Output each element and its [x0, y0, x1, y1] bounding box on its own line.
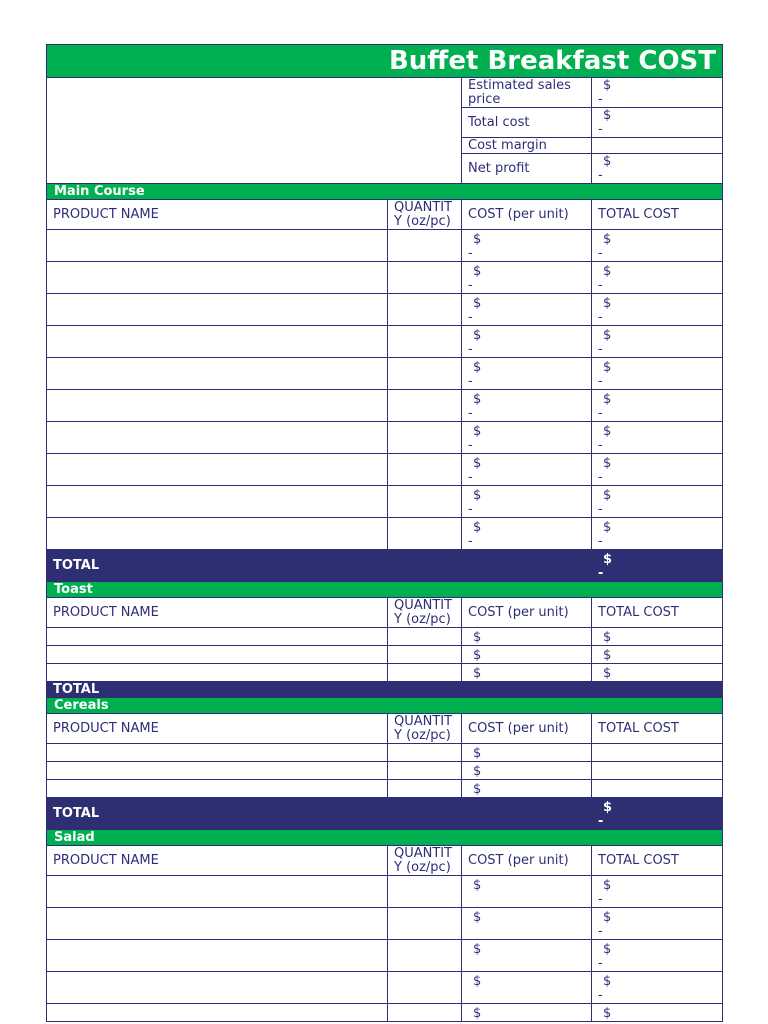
currency-symbol: $	[473, 942, 482, 957]
currency-symbol: $	[603, 488, 612, 503]
currency-symbol: $	[473, 392, 482, 407]
quantity-input[interactable]	[388, 518, 462, 550]
product-name-input[interactable]	[47, 294, 388, 326]
currency-symbol: $	[603, 942, 612, 957]
total-cost-value	[592, 358, 723, 390]
product-name-input[interactable]	[47, 664, 388, 682]
page-title: Buffet Breakfast COST	[47, 45, 723, 78]
currency-symbol: $	[473, 488, 482, 503]
col-total-cost: TOTAL COST	[592, 846, 723, 876]
total-label: TOTAL	[47, 798, 592, 830]
quantity-input[interactable]	[388, 422, 462, 454]
money-value: -	[468, 342, 473, 357]
currency-symbol: $	[473, 520, 482, 535]
cost-sheet	[46, 44, 722, 1022]
currency-symbol: $	[603, 648, 612, 663]
money-value: -	[598, 892, 603, 907]
total-label: TOTAL	[47, 550, 592, 582]
summary-label: Cost margin	[462, 138, 592, 154]
quantity-input[interactable]	[388, 390, 462, 422]
money-value: -	[598, 956, 603, 971]
product-name-input[interactable]	[47, 780, 388, 798]
currency-symbol: $	[603, 360, 612, 375]
col-quantity: QUANTITY (oz/pc)	[388, 598, 462, 628]
cost-per-unit-input[interactable]	[462, 230, 592, 262]
quantity-input[interactable]	[388, 744, 462, 762]
summary-label: Estimated sales price	[462, 78, 592, 108]
currency-symbol: $	[603, 800, 613, 815]
cost-per-unit-input[interactable]	[462, 486, 592, 518]
quantity-input[interactable]	[388, 762, 462, 780]
col-total-cost: TOTAL COST	[592, 598, 723, 628]
currency-symbol: $	[603, 552, 613, 567]
product-name-input[interactable]	[47, 422, 388, 454]
money-value: -	[468, 502, 473, 517]
total-cost-value	[592, 780, 723, 798]
currency-symbol: $	[603, 328, 612, 343]
section-title-cereals: Cereals	[47, 698, 723, 714]
product-name-input[interactable]	[47, 390, 388, 422]
product-name-input[interactable]	[47, 1004, 388, 1022]
currency-symbol: $	[473, 746, 482, 761]
cost-per-unit-input[interactable]	[462, 454, 592, 486]
currency-symbol: $	[603, 154, 612, 169]
money-value: -	[468, 406, 473, 421]
currency-symbol: $	[473, 1006, 482, 1021]
currency-symbol: $	[473, 764, 482, 779]
summary-value[interactable]	[592, 138, 723, 154]
money-value: -	[468, 534, 473, 549]
col-total-cost: TOTAL COST	[592, 200, 723, 230]
total-cost-value	[592, 908, 723, 940]
col-product-name: PRODUCT NAME	[47, 714, 388, 744]
money-value: -	[598, 310, 603, 325]
currency-symbol: $	[473, 782, 482, 797]
cost-per-unit-input[interactable]	[462, 422, 592, 454]
total-value	[592, 550, 723, 582]
total-value	[592, 682, 723, 698]
money-value: -	[598, 502, 603, 517]
cost-per-unit-input[interactable]	[462, 646, 592, 664]
currency-symbol: $	[473, 232, 482, 247]
quantity-input[interactable]	[388, 486, 462, 518]
section-title-main: Main Course	[47, 184, 723, 200]
cost-per-unit-input[interactable]	[462, 762, 592, 780]
product-name-input[interactable]	[47, 908, 388, 940]
money-value: -	[598, 438, 603, 453]
total-value	[592, 798, 723, 830]
money-value: -	[598, 988, 603, 1003]
product-name-input[interactable]	[47, 876, 388, 908]
money-value: -	[598, 534, 603, 549]
col-total-cost: TOTAL COST	[592, 714, 723, 744]
quantity-input[interactable]	[388, 628, 462, 646]
currency-symbol: $	[603, 1006, 612, 1021]
cost-per-unit-input[interactable]	[462, 390, 592, 422]
currency-symbol: $	[473, 328, 482, 343]
total-cost-value	[592, 390, 723, 422]
money-value: -	[468, 310, 473, 325]
section-title-salad: Salad	[47, 830, 723, 846]
quantity-input[interactable]	[388, 664, 462, 682]
money-value: -	[598, 168, 603, 183]
total-cost-value	[592, 326, 723, 358]
money-value: -	[468, 438, 473, 453]
cost-per-unit-input[interactable]	[462, 628, 592, 646]
cost-table	[46, 44, 723, 1022]
quantity-input[interactable]	[388, 940, 462, 972]
quantity-input[interactable]	[388, 358, 462, 390]
summary-value[interactable]	[592, 78, 723, 108]
total-cost-value	[592, 876, 723, 908]
product-name-input[interactable]	[47, 646, 388, 664]
money-value: -	[598, 342, 603, 357]
col-product-name: PRODUCT NAME	[47, 200, 388, 230]
product-name-input[interactable]	[47, 326, 388, 358]
total-cost-value	[592, 762, 723, 780]
money-value: -	[598, 566, 604, 581]
summary-blank	[47, 78, 462, 184]
cost-per-unit-input[interactable]	[462, 780, 592, 798]
quantity-input[interactable]	[388, 908, 462, 940]
total-cost-value	[592, 1004, 723, 1022]
total-cost-value	[592, 940, 723, 972]
quantity-input[interactable]	[388, 780, 462, 798]
total-label: TOTAL	[47, 682, 592, 698]
currency-symbol: $	[473, 910, 482, 925]
currency-symbol: $	[473, 878, 482, 893]
total-cost-value	[592, 230, 723, 262]
quantity-input[interactable]	[388, 230, 462, 262]
summary-label: Total cost	[462, 108, 592, 138]
total-cost-value	[592, 518, 723, 550]
quantity-input[interactable]	[388, 262, 462, 294]
cost-per-unit-input[interactable]	[462, 294, 592, 326]
money-value: -	[598, 374, 603, 389]
col-quantity: QUANTITY (oz/pc)	[388, 714, 462, 744]
col-quantity: QUANTITY (oz/pc)	[388, 846, 462, 876]
money-value: -	[598, 924, 603, 939]
product-name-input[interactable]	[47, 358, 388, 390]
currency-symbol: $	[473, 974, 482, 989]
total-cost-value	[592, 422, 723, 454]
cost-per-unit-input[interactable]	[462, 908, 592, 940]
total-cost-value	[592, 628, 723, 646]
product-name-input[interactable]	[47, 262, 388, 294]
currency-symbol: $	[603, 878, 612, 893]
currency-symbol: $	[603, 78, 612, 93]
cost-per-unit-input[interactable]	[462, 326, 592, 358]
quantity-input[interactable]	[388, 326, 462, 358]
currency-symbol: $	[473, 424, 482, 439]
cost-per-unit-input[interactable]	[462, 358, 592, 390]
money-value: -	[468, 374, 473, 389]
money-value: -	[598, 122, 603, 137]
quantity-input[interactable]	[388, 1004, 462, 1022]
section-title-toast: Toast	[47, 582, 723, 598]
total-cost-value	[592, 744, 723, 762]
money-value: -	[598, 246, 603, 261]
cost-per-unit-input[interactable]	[462, 262, 592, 294]
col-cost-per-unit: COST (per unit)	[462, 200, 592, 230]
currency-symbol: $	[603, 296, 612, 311]
total-cost-value	[592, 486, 723, 518]
cost-per-unit-input[interactable]	[462, 940, 592, 972]
currency-symbol: $	[603, 424, 612, 439]
currency-symbol: $	[603, 392, 612, 407]
cost-per-unit-input[interactable]	[462, 972, 592, 1004]
currency-symbol: $	[473, 456, 482, 471]
money-value: -	[468, 278, 473, 293]
money-value: -	[598, 406, 603, 421]
product-name-input[interactable]	[47, 744, 388, 762]
quantity-input[interactable]	[388, 646, 462, 664]
currency-symbol: $	[603, 520, 612, 535]
cost-per-unit-input[interactable]	[462, 664, 592, 682]
currency-symbol: $	[473, 666, 482, 681]
col-product-name: PRODUCT NAME	[47, 846, 388, 876]
product-name-input[interactable]	[47, 972, 388, 1004]
money-value: -	[598, 814, 604, 829]
currency-symbol: $	[603, 456, 612, 471]
product-name-input[interactable]	[47, 628, 388, 646]
currency-symbol: $	[603, 974, 612, 989]
cost-per-unit-input[interactable]	[462, 744, 592, 762]
product-name-input[interactable]	[47, 230, 388, 262]
col-quantity: QUANTITY (oz/pc)	[388, 200, 462, 230]
product-name-input[interactable]	[47, 940, 388, 972]
currency-symbol: $	[473, 296, 482, 311]
product-name-input[interactable]	[47, 762, 388, 780]
currency-symbol: $	[603, 630, 612, 645]
currency-symbol: $	[473, 648, 482, 663]
product-name-input[interactable]	[47, 486, 388, 518]
money-value: -	[468, 246, 473, 261]
money-value: -	[598, 92, 603, 107]
cost-per-unit-input[interactable]	[462, 518, 592, 550]
product-name-input[interactable]	[47, 454, 388, 486]
currency-symbol: $	[603, 264, 612, 279]
money-value: -	[598, 278, 603, 293]
total-cost-value	[592, 664, 723, 682]
summary-value[interactable]	[592, 108, 723, 138]
total-cost-value	[592, 646, 723, 664]
cost-per-unit-input[interactable]	[462, 1004, 592, 1022]
col-product-name: PRODUCT NAME	[47, 598, 388, 628]
currency-symbol: $	[603, 232, 612, 247]
currency-symbol: $	[603, 666, 612, 681]
total-cost-value	[592, 294, 723, 326]
col-cost-per-unit: COST (per unit)	[462, 598, 592, 628]
quantity-input[interactable]	[388, 876, 462, 908]
product-name-input[interactable]	[47, 518, 388, 550]
summary-value[interactable]	[592, 154, 723, 184]
currency-symbol: $	[473, 264, 482, 279]
summary-label: Net profit	[462, 154, 592, 184]
quantity-input[interactable]	[388, 454, 462, 486]
currency-symbol: $	[603, 108, 612, 123]
quantity-input[interactable]	[388, 972, 462, 1004]
money-value: -	[598, 470, 603, 485]
quantity-input[interactable]	[388, 294, 462, 326]
total-cost-value	[592, 454, 723, 486]
cost-per-unit-input[interactable]	[462, 876, 592, 908]
money-value: -	[468, 470, 473, 485]
col-cost-per-unit: COST (per unit)	[462, 846, 592, 876]
currency-symbol: $	[603, 910, 612, 925]
total-cost-value	[592, 972, 723, 1004]
col-cost-per-unit: COST (per unit)	[462, 714, 592, 744]
currency-symbol: $	[473, 360, 482, 375]
total-cost-value	[592, 262, 723, 294]
currency-symbol: $	[473, 630, 482, 645]
